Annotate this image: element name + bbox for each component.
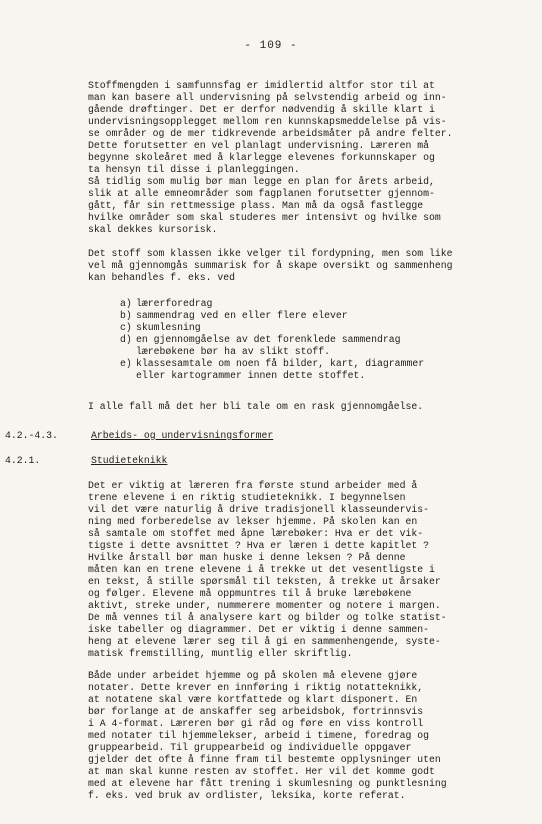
paragraph-line: med notater til hjemmelekser, arbeid i timene, foredrag og — [88, 730, 429, 741]
paragraph-line: bør forlange at de anskaffer seg arbeidsbok, fortrinnsvis — [88, 706, 424, 717]
paragraph-line: i A 4-format. Læreren bør gi råd og føre en viss kontroll — [88, 718, 424, 729]
list-item-marker: b) — [120, 310, 132, 321]
paragraph-line: aktivt, streke under, nummerere momenter og notere i margen. — [88, 600, 441, 611]
paragraph-line: undervisningsopplegget mellom ren kunnskapsmeddelelse på vis- — [88, 116, 447, 127]
list-item-marker: e) — [120, 358, 132, 369]
paragraph-line: hvilke områder som skal studeres mer intensivt og hvilke som — [88, 212, 441, 223]
paragraph-line: notater. Dette krever en innføring i riktig notatteknikk, — [88, 682, 424, 693]
section-title: Arbeids- og undervisningsformer — [91, 430, 274, 441]
list-item — [120, 334, 534, 346]
paragraph-line: med at elevene har fått trening i skumlesning og punktlesning — [88, 778, 447, 789]
paragraph-line: De må vennes til å analysere kart og bilder og tolke statist- — [88, 612, 447, 623]
paragraph-det-stoff — [88, 248, 534, 284]
paragraph-line: Så tidlig som mulig bør man legge en plan for årets arbeid, — [88, 176, 435, 187]
paragraph-studieteknikk — [88, 480, 534, 660]
paragraph-line: gruppearbeid. Til gruppearbeid og individuelle oppgaver — [88, 742, 412, 753]
list-item-continuation: eller kartogrammer innen dette stoffet. — [136, 370, 366, 381]
paragraph-line: man kan basere all undervisning på selvstendig arbeid og inn- — [88, 92, 447, 103]
paragraph-line: Hvilke årstall bør man huske i denne leksen ? På denne — [88, 552, 406, 563]
list-item-text: en gjennomgåelse av det forenklede sammendrag — [136, 334, 401, 345]
paragraph-line: Det er viktig at læreren fra første stund arbeider med å — [88, 480, 418, 491]
paragraph-stoffmengden — [88, 80, 534, 236]
paragraph-line: Det stoff som klassen ikke velger til fordypning, men som like — [88, 248, 453, 259]
paragraph-line: se områder og de mer tidkrevende arbeidsmåter på andre felter. — [88, 128, 453, 139]
paragraph-line: iske tabeller og diagrammer. Det er viktig i denne sammen- — [88, 624, 429, 635]
page-number: - 109 - — [244, 40, 298, 52]
list-item-continuation: lærebøkene bør ha av slikt stoff. — [136, 346, 331, 357]
list-item-text: klassesamtale om noen få bilder, kart, diagrammer — [136, 358, 425, 369]
list-item — [120, 298, 534, 310]
paragraph-line: Dette forutsetter en vel planlagt undervisning. Læreren må — [88, 140, 429, 151]
paragraph-line: kan behandles f. eks. ved — [88, 272, 235, 283]
paragraph-line: tigste i dette avsnittet ? Hva er læren i dette kapitlet ? — [88, 540, 429, 551]
paragraph-line: f. eks. ved bruk av ordlister, leksika, korte referat. — [88, 790, 406, 801]
method-list — [120, 298, 534, 382]
section-number: 4.2.1. — [5, 455, 41, 466]
paragraph-line: Både under arbeidet hjemme og på skolen må elevene gjøre — [88, 670, 418, 681]
list-item-marker: a) — [120, 298, 132, 309]
paragraph-line: ta hensyn til disse i planleggingen. — [88, 164, 300, 175]
paragraph-line: ning med forberedelse av lekser hjemme. På skolen kan en — [88, 516, 418, 527]
section-title: Studieteknikk — [91, 455, 168, 466]
paragraph-line: og følger. Elevene må oppmuntres til å bruke lærebøkene — [88, 588, 412, 599]
paragraph-line: trene elevene i en riktig studieteknikk. I begynnelsen — [88, 492, 406, 503]
section-number: 4.2.-4.3. — [5, 430, 58, 441]
paragraph-line: skal dekkes kursorisk. — [88, 224, 218, 235]
list-item — [120, 358, 534, 370]
paragraph-line: matisk fremstilling, muntlig eller skriftlig. — [88, 648, 353, 659]
paragraph-line: så samtale om stoffet med åpne lærebøker: Hva er det vik- — [88, 528, 424, 539]
paragraph-line: gjelder det ofte å finne fram til bestemte opplysninger uten — [88, 754, 441, 765]
list-item-text: skumlesning — [136, 322, 201, 333]
paragraph-line: at notatene skal være kortfattede og klart disponert. En — [88, 694, 418, 705]
list-item-marker: c) — [120, 322, 132, 333]
paragraph-line: Stoffmengden i samfunnsfag er imidlertid altfor stor til at — [88, 80, 435, 91]
list-item — [120, 310, 534, 322]
paragraph-line: begynne skoleåret med å klarlegge elevenes forkunnskaper og — [88, 152, 435, 163]
paragraph-notater — [88, 670, 534, 802]
paragraph-line: vel må gjennomgås summarisk for å skape oversikt og sammenheng — [88, 260, 453, 271]
list-item — [120, 322, 534, 334]
list-item-text: sammendrag ved en eller flere elever — [136, 310, 348, 321]
paragraph-line: gående drøftinger. Det er derfor nødvendig å skille klart i — [88, 104, 435, 115]
paragraph-line: gått, får sin rettmessige plass. Man må da også fastlegge — [88, 200, 424, 211]
list-item-text: lærerforedrag — [136, 298, 213, 309]
paragraph-line: en tekst, å stille spørsmål til teksten, å trekke ut årsaker — [88, 576, 441, 587]
paragraph-line: vil det være naturlig å drive tradisjonell klasseundervis- — [88, 504, 429, 515]
paragraph-line: I alle fall må det her bli tale om en rask gjennomgåelse. — [88, 401, 424, 412]
paragraph-line: heng at elevene lærer seg til å gi en sammenhengende, syste- — [88, 636, 441, 647]
paragraph-rask-gjennomgaelse — [88, 401, 534, 413]
paragraph-line: at man skal kunne resten av stoffet. Her vil det komme godt — [88, 766, 435, 777]
paragraph-line: slik at alle emneområder som fagplanen forutsetter gjennom- — [88, 188, 435, 199]
list-item-marker: d) — [120, 334, 132, 345]
paragraph-line: måten kan en trene elevene i å trekke ut det vesentligste i — [88, 564, 435, 575]
